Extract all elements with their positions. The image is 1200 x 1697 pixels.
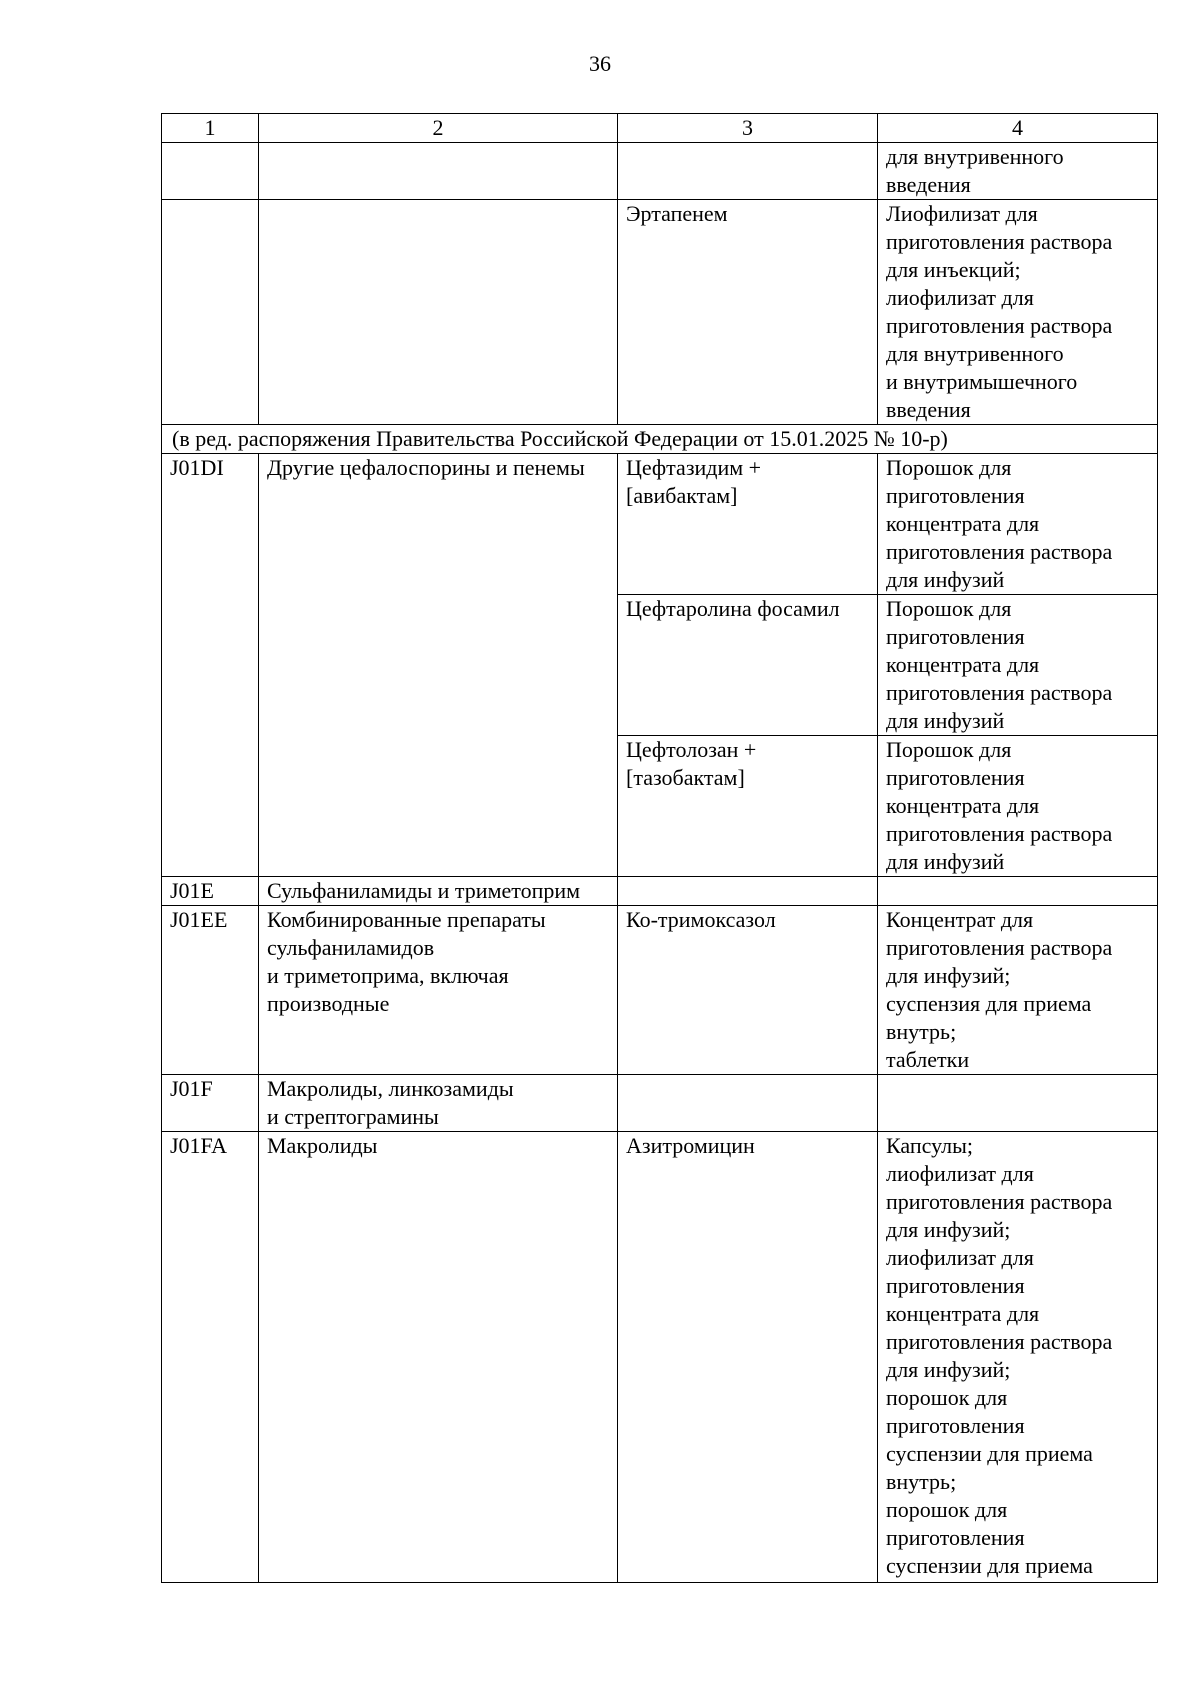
drug-name-cell — [618, 1075, 878, 1132]
page-number: 36 — [589, 51, 611, 76]
atc-code-cell: J01F — [162, 1075, 259, 1132]
atc-code-cell: J01FA — [162, 1132, 259, 1583]
table-row — [162, 1075, 1158, 1132]
group-name-cell — [259, 200, 618, 425]
drug-name-cell: Азитромицин — [618, 1132, 878, 1583]
drug-name-cell: Цефтолозан + [тазобактам] — [618, 736, 878, 877]
dosage-form-cell — [878, 877, 1158, 906]
table-row — [162, 877, 1158, 906]
table-row — [162, 1132, 1158, 1583]
table-header-row — [162, 114, 1158, 143]
drug-name-cell — [618, 877, 878, 906]
atc-code-cell — [162, 143, 259, 200]
drug-name-cell — [618, 143, 878, 200]
drug-name-cell: Ко-тримоксазол — [618, 906, 878, 1075]
amendment-note-row — [162, 425, 1158, 454]
drug-name-cell: Эртапенем — [618, 200, 878, 425]
column-header: 4 — [878, 114, 1158, 143]
dosage-form-cell: Капсулы; лиофилизат для приготовления раствора для инфузий; лиофилизат для приготовления концентрата для приготовления раствора для инфузий; порошок для приготовления суспензии для приема внутрь; порошок для приготовления суспензии для приема — [878, 1132, 1158, 1583]
dosage-form-cell: Порошок для приготовления концентрата для приготовления раствора для инфузий — [878, 736, 1158, 877]
table-row — [162, 454, 1158, 595]
atc-code-cell: J01EE — [162, 906, 259, 1075]
table-row — [162, 143, 1158, 200]
dosage-form-cell — [878, 1075, 1158, 1132]
atc-code-cell: J01DI — [162, 454, 259, 877]
table-row — [162, 200, 1158, 425]
amendment-note: (в ред. распоряжения Правительства Российской Федерации от 15.01.2025 № 10-р) — [162, 425, 1158, 454]
drug-name-cell: Цефтазидим + [авибактам] — [618, 454, 878, 595]
group-name-cell: Сульфаниламиды и триметоприм — [259, 877, 618, 906]
dosage-form-cell: Лиофилизат для приготовления раствора для инъекций; лиофилизат для приготовления раствора для внутривенного и внутримышечного введения — [878, 200, 1158, 425]
drug-name-cell: Цефтаролина фосамил — [618, 595, 878, 736]
column-header: 3 — [618, 114, 878, 143]
group-name-cell: Комбинированные препараты сульфаниламидов и триметоприма, включая производные — [259, 906, 618, 1075]
group-name-cell: Макролиды — [259, 1132, 618, 1583]
group-name-cell: Другие цефалоспорины и пенемы — [259, 454, 618, 877]
dosage-form-cell: Порошок для приготовления концентрата для приготовления раствора для инфузий — [878, 454, 1158, 595]
drug-table — [161, 113, 1158, 1583]
dosage-form-cell: для внутривенного введения — [878, 143, 1158, 200]
column-header: 1 — [162, 114, 259, 143]
group-name-cell — [259, 143, 618, 200]
atc-code-cell — [162, 200, 259, 425]
dosage-form-cell: Порошок для приготовления концентрата для приготовления раствора для инфузий — [878, 595, 1158, 736]
column-header: 2 — [259, 114, 618, 143]
table-row — [162, 906, 1158, 1075]
atc-code-cell: J01E — [162, 877, 259, 906]
group-name-cell: Макролиды, линкозамиды и стрептограмины — [259, 1075, 618, 1132]
dosage-form-cell: Концентрат для приготовления раствора для инфузий; суспензия для приема внутрь; таблетки — [878, 906, 1158, 1075]
